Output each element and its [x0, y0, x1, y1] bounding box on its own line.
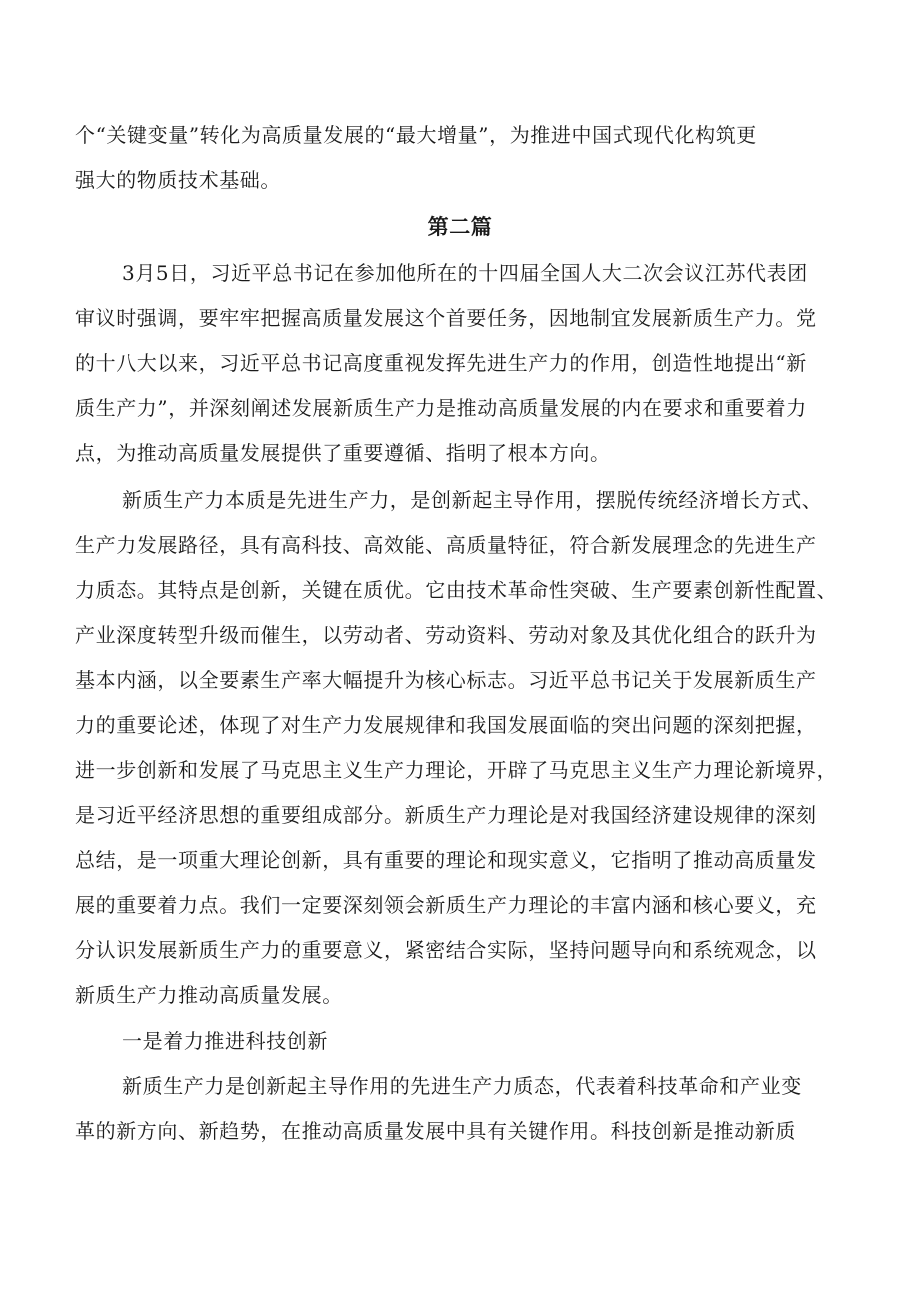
- continuation-line-1: 个“关键变量”转化为高质量发展的“最大增量”，为推进中国式现代化构筑更: [75, 123, 757, 147]
- paragraph-2-line-2: 生产力发展路径，具有高科技、高效能、高质量特征，符合新发展理念的先进生产: [75, 533, 817, 557]
- subheading-tech-innovation: 一是着力推进科技创新: [122, 1029, 328, 1053]
- paragraph-1-line-2: 审议时强调，要牢牢把握高质量发展这个首要任务，因地制宜发展新质生产力。党: [75, 306, 817, 330]
- paragraph-2-line-3: 力质态。其特点是创新，关键在质优。它由技术革命性突破、生产要素创新性配置、: [75, 578, 838, 602]
- paragraph-4-line-1: 新质生产力是创新起主导作用的先进生产力质态，代表着科技革命和产业变: [122, 1074, 802, 1098]
- paragraph-1-line-5: 点，为推动高质量发展提供了重要遵循、指明了根本方向。: [75, 441, 611, 465]
- paragraph-2-line-10: 展的重要着力点。我们一定要深刻领会新质生产力理论的丰富内涵和核心要义，充: [75, 893, 817, 917]
- paragraph-2-line-6: 力的重要论述，体现了对生产力发展规律和我国发展面临的突出问题的深刻把握，: [75, 713, 817, 737]
- paragraph-4-line-2: 革的新方向、新趋势，在推动高质量发展中具有关键作用。科技创新是推动新质: [75, 1119, 796, 1143]
- paragraph-2-line-1: 新质生产力本质是先进生产力，是创新起主导作用，摆脱传统经济增长方式、: [122, 488, 823, 512]
- paragraph-2-line-8: 是习近平经济思想的重要组成部分。新质生产力理论是对我国经济建设规律的深刻: [75, 803, 817, 827]
- paragraph-1-line-3: 的十八大以来，习近平总书记高度重视发挥先进生产力的作用，创造性地提出“新: [75, 351, 807, 375]
- paragraph-1-line-4: 质生产力”，并深刻阐述发展新质生产力是推动高质量发展的内在要求和重要着力: [75, 396, 807, 420]
- paragraph-2-line-7: 进一步创新和发展了马克思主义生产力理论，开辟了马克思主义生产力理论新境界，: [75, 758, 838, 782]
- paragraph-2-line-4: 产业深度转型升级而催生，以劳动者、劳动资料、劳动对象及其优化组合的跃升为: [75, 623, 817, 647]
- paragraph-2-line-5: 基本内涵，以全要素生产率大幅提升为核心标志。习近平总书记关于发展新质生产: [75, 668, 817, 692]
- paragraph-2-line-11: 分认识发展新质生产力的重要意义，紧密结合实际，坚持问题导向和系统观念，以: [75, 938, 817, 962]
- paragraph-2-line-9: 总结，是一项重大理论创新，具有重要的理论和现实意义，它指明了推动高质量发: [75, 848, 817, 872]
- section-title: 第二篇: [427, 215, 493, 239]
- paragraph-1-line-1: 3月5日，习近平总书记在参加他所在的十四届全国人大二次会议江苏代表团: [122, 261, 808, 285]
- continuation-line-2: 强大的物质技术基础。: [75, 168, 281, 192]
- paragraph-2-line-12: 新质生产力推动高质量发展。: [75, 983, 343, 1007]
